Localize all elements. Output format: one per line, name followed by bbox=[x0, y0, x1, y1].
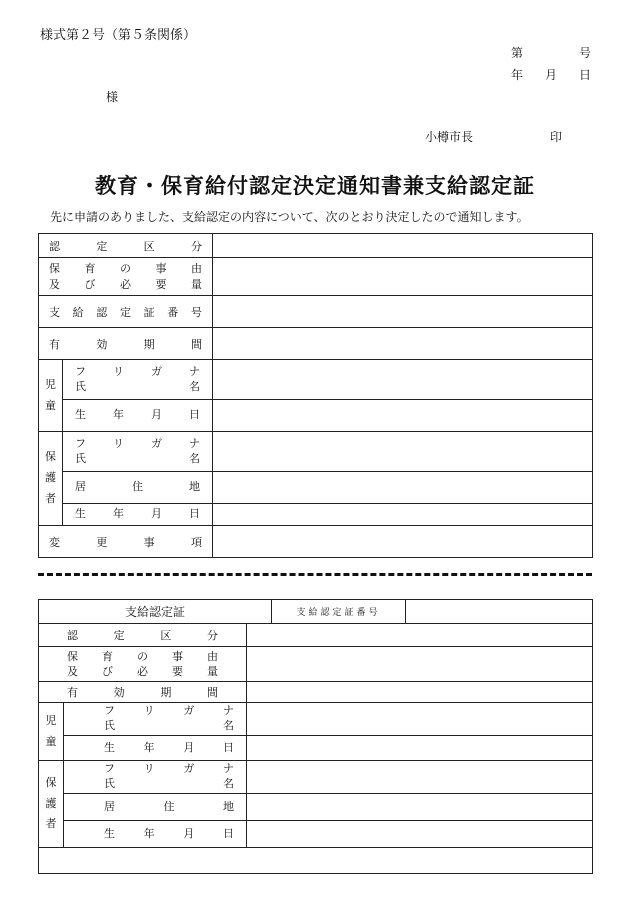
form-number: 様式第２号（第５条関係） bbox=[40, 28, 197, 43]
value-valid-period[interactable] bbox=[213, 328, 593, 360]
label-char: ナ bbox=[189, 436, 200, 450]
label-char: 地 bbox=[223, 799, 234, 813]
label-char: の bbox=[120, 261, 131, 275]
label-char: 月 bbox=[151, 408, 162, 422]
label-char: 効 bbox=[113, 686, 125, 699]
label-char: 分 bbox=[190, 239, 202, 253]
label-childcare-reason-2 bbox=[39, 647, 247, 682]
label-char: 生 bbox=[104, 826, 115, 840]
value-cert-category-2[interactable] bbox=[247, 624, 593, 647]
label-char: 日 bbox=[189, 507, 200, 521]
label-char: 必 bbox=[137, 665, 148, 678]
label-char: 保 bbox=[45, 775, 57, 789]
label-char: 年 bbox=[143, 826, 155, 840]
label-char: 有 bbox=[67, 686, 78, 699]
label-char: 区 bbox=[143, 239, 155, 253]
label-child-name bbox=[63, 360, 213, 400]
label-char: 児 bbox=[45, 377, 56, 391]
label-char: 育 bbox=[84, 261, 96, 275]
label-char: 育 bbox=[102, 649, 113, 663]
label-char: 年 bbox=[113, 507, 124, 521]
label-char: 定 bbox=[96, 239, 108, 253]
label-char: 変 bbox=[49, 535, 60, 549]
label-char: 月 bbox=[183, 826, 195, 840]
label-char: 名 bbox=[223, 777, 234, 790]
label-char: 番 bbox=[167, 305, 179, 319]
label-char: ナ bbox=[222, 762, 234, 776]
label-char: 保 bbox=[67, 649, 78, 663]
label-guardian-birthdate-2 bbox=[64, 821, 247, 848]
label-char: 量 bbox=[191, 277, 202, 291]
value-guardian-birthdate-2[interactable] bbox=[247, 821, 593, 848]
value-guardian-address-2[interactable] bbox=[247, 794, 593, 821]
label-certificate-number: 支給認定証番号 bbox=[272, 600, 406, 624]
value-certification-category[interactable] bbox=[213, 234, 593, 258]
label-char: 認 bbox=[67, 629, 78, 642]
label-char: ナ bbox=[189, 364, 200, 378]
label-char: リ bbox=[113, 364, 124, 378]
document-number: 第 号 bbox=[511, 46, 591, 60]
notice-text: 先に申請のありました、支給認定の内容について、次のとおり決定したので通知します。 bbox=[50, 210, 529, 224]
label-char: 事 bbox=[143, 535, 155, 549]
label-char: 日 bbox=[222, 740, 234, 754]
label-char: ガ bbox=[183, 704, 195, 718]
label-char: の bbox=[137, 649, 148, 663]
label-char: 名 bbox=[189, 451, 200, 465]
label-certification-category bbox=[39, 234, 213, 258]
label-cert-number bbox=[39, 296, 213, 328]
label-char: 間 bbox=[190, 337, 202, 351]
label-char: 護 bbox=[45, 471, 56, 485]
label-char: 日 bbox=[189, 408, 200, 422]
label-char: リ bbox=[143, 704, 155, 718]
label-char: フ bbox=[104, 762, 115, 776]
value-childcare-reason[interactable] bbox=[213, 258, 593, 296]
label-char: 由 bbox=[207, 649, 218, 663]
label-char: 氏 bbox=[75, 451, 86, 465]
certificate-footer-blank[interactable] bbox=[39, 848, 593, 874]
label-char: 名 bbox=[223, 719, 234, 732]
label-char: 要 bbox=[172, 665, 183, 678]
certificate-header: 支給認定証 bbox=[39, 600, 272, 624]
label-child bbox=[39, 360, 63, 432]
cut-line bbox=[38, 573, 592, 576]
label-char: 生 bbox=[75, 408, 86, 422]
label-char: 定 bbox=[113, 629, 125, 642]
label-guardian-address-2 bbox=[64, 794, 247, 821]
label-childcare-reason bbox=[39, 258, 213, 296]
label-char: 月 bbox=[183, 740, 195, 754]
label-child-birthdate-2 bbox=[64, 736, 247, 761]
label-char: 住 bbox=[163, 799, 175, 813]
label-char: 要 bbox=[155, 277, 167, 291]
label-char: フ bbox=[104, 704, 115, 718]
label-char: 生 bbox=[75, 507, 86, 521]
label-changes bbox=[39, 526, 213, 558]
value-certificate-number[interactable] bbox=[406, 600, 593, 624]
label-char: 童 bbox=[45, 398, 56, 412]
label-char: 居 bbox=[104, 799, 115, 813]
value-child-name-2[interactable] bbox=[247, 703, 593, 736]
label-guardian-name bbox=[63, 432, 213, 472]
label-char: 保 bbox=[45, 450, 56, 464]
label-char: び bbox=[84, 277, 96, 291]
value-child-birthdate[interactable] bbox=[213, 400, 593, 432]
label-char: ガ bbox=[151, 364, 162, 378]
value-childcare-reason-2[interactable] bbox=[247, 647, 593, 682]
label-char: フ bbox=[75, 436, 86, 450]
label-char: 生 bbox=[104, 740, 115, 754]
value-child-birthdate-2[interactable] bbox=[247, 736, 593, 761]
label-char: 名 bbox=[189, 379, 200, 393]
document-date: 年 月 日 bbox=[511, 68, 591, 82]
label-char: 者 bbox=[45, 491, 56, 505]
addressee: 様 bbox=[106, 90, 119, 104]
label-char: 事 bbox=[172, 649, 183, 663]
label-char: 定 bbox=[119, 305, 131, 319]
label-char: 住 bbox=[132, 480, 143, 494]
label-char: 期 bbox=[143, 337, 155, 351]
label-child-name-2 bbox=[64, 703, 247, 736]
label-char: 必 bbox=[120, 277, 131, 291]
label-char: 護 bbox=[45, 796, 57, 810]
value-guardian-name[interactable] bbox=[213, 432, 593, 472]
value-cert-number[interactable] bbox=[213, 296, 593, 328]
label-char: 号 bbox=[190, 305, 202, 319]
label-char: 月 bbox=[151, 507, 162, 521]
label-cert-category-2 bbox=[39, 624, 247, 647]
page-title: 教育・保育給付認定決定通知書兼支給認定証 bbox=[95, 173, 535, 198]
value-child-name[interactable] bbox=[213, 360, 593, 400]
label-guardian bbox=[39, 432, 63, 526]
label-char: び bbox=[102, 665, 113, 678]
label-char: 項 bbox=[190, 535, 202, 549]
label-char: 期 bbox=[160, 686, 172, 699]
label-char: 更 bbox=[96, 535, 108, 549]
issuer: 小樽市長 bbox=[425, 130, 474, 144]
label-char: リ bbox=[113, 436, 124, 450]
label-char: リ bbox=[143, 762, 155, 776]
label-char: 及 bbox=[49, 277, 60, 291]
label-char: 児 bbox=[45, 713, 57, 727]
label-char: 年 bbox=[143, 740, 155, 754]
value-changes[interactable] bbox=[213, 526, 593, 558]
label-char: 氏 bbox=[104, 719, 115, 732]
label-char: 量 bbox=[207, 665, 218, 678]
label-valid-period bbox=[39, 328, 213, 360]
label-char: 認 bbox=[96, 305, 108, 319]
seal-mark: 印 bbox=[550, 130, 563, 144]
label-char: 認 bbox=[49, 239, 60, 253]
label-char: ナ bbox=[222, 704, 234, 718]
label-char: 証 bbox=[143, 305, 155, 319]
label-char: フ bbox=[75, 364, 86, 378]
label-char: 及 bbox=[67, 665, 78, 678]
label-guardian-name-2 bbox=[64, 761, 247, 794]
label-char: 支 bbox=[49, 305, 60, 319]
label-char: 効 bbox=[96, 337, 108, 351]
label-char: 区 bbox=[160, 629, 172, 642]
label-guardian-address bbox=[63, 472, 213, 504]
label-char: 居 bbox=[75, 480, 86, 494]
label-char: 地 bbox=[189, 480, 200, 494]
label-child-2 bbox=[39, 703, 64, 761]
label-char: 事 bbox=[155, 261, 167, 275]
label-char: 由 bbox=[191, 261, 202, 275]
label-valid-period-2 bbox=[39, 682, 247, 703]
value-guardian-address[interactable] bbox=[213, 472, 593, 504]
label-char: 年 bbox=[113, 408, 124, 422]
label-char: 氏 bbox=[104, 777, 115, 790]
label-guardian-birthdate bbox=[63, 504, 213, 526]
label-char: ガ bbox=[151, 436, 162, 450]
label-char: 給 bbox=[72, 305, 84, 319]
certificate-table bbox=[38, 599, 593, 874]
value-guardian-birthdate[interactable] bbox=[213, 504, 593, 526]
label-char: 分 bbox=[206, 629, 218, 642]
label-char: 日 bbox=[222, 826, 234, 840]
label-child-birthdate bbox=[63, 400, 213, 432]
label-char: 童 bbox=[45, 734, 57, 748]
label-char: 有 bbox=[49, 337, 60, 351]
value-guardian-name-2[interactable] bbox=[247, 761, 593, 794]
label-guardian-2 bbox=[39, 761, 64, 848]
label-char: 氏 bbox=[75, 379, 86, 393]
value-valid-period-2[interactable] bbox=[247, 682, 593, 703]
certification-notice-table bbox=[38, 233, 593, 558]
label-char: 保 bbox=[49, 261, 60, 275]
label-char: 者 bbox=[45, 817, 57, 831]
label-char: ガ bbox=[183, 762, 195, 776]
label-char: 間 bbox=[206, 686, 218, 699]
